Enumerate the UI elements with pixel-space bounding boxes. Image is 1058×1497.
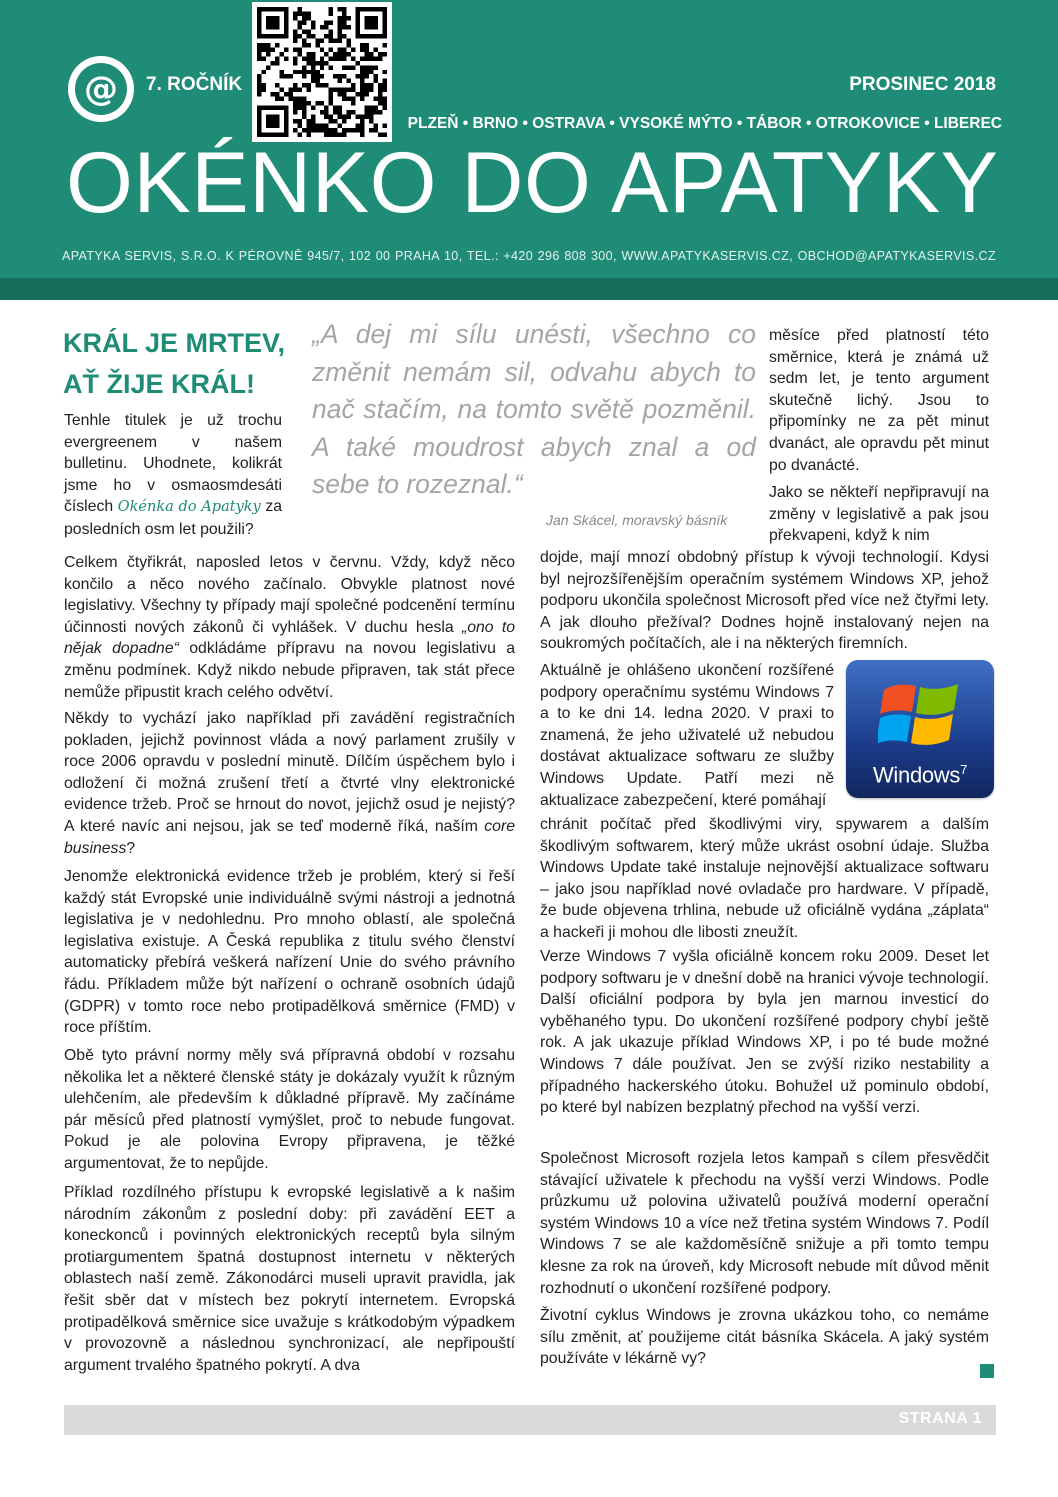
right-paragraph-6: Verze Windows 7 vyšla oficiálně koncem roku 2009. Deset let podpory softwaru je v dnešní době na hranici vývoje technologií. Další oficiální podpora by byla jen marnou investicí do vyběhaného typu. Do ukončení rozšířené podpory chybí ještě rok. A jak ukazuje příklad Windows XP, i po té bude možné Windows 7 dále používat. Jen se zvýší riziko nestability a případného hackerského útoku. Bohužel už pominulo období, po které byl nabízen bezplatný přechod na vyšší verzi. <box>540 948 989 1117</box>
city-list: PLZEŇ • BRNO • OSTRAVA • VYSOKÉ MÝTO • TÁBOR • OTROKOVICE • LIBEREC <box>407 115 1002 132</box>
left-paragraph-4: Obě tyto právní normy měly svá přípravná období v rozsahu několika let a některé členské státy je dokázaly využít k různým ulehčením, ale především k důkladné přípravě. My začínáme pár měsíců před platností vymýšlet, proč to nebude fungovat. Pokud je ale polovina Evropy připravena, je těžké argumentovat, že to nepůjde. <box>64 1047 515 1172</box>
newsletter-title: OKÉNKO DO APATYKY <box>66 135 999 231</box>
left-paragraph-3: Jenomže elektronická evidence tržeb je problém, který si řeší každý stát Evropské unie individuálně svými nástroji a jednotná legislativa je v nedohlednu. Pro mnoho oblastí, ale společná legislativa existuje. A Česká republika z titulu svého členství automaticky přebírá veškerá nařízení Unie do svého právního řádu. Příkladem může být nařízení o ochraně osobních údajů (GDPR) v tomto roce nebo protipadělková směrnice (FMD) v roce příštím. <box>64 868 515 1037</box>
apatyka-logo-icon: @ <box>68 56 134 122</box>
right-paragraph-5: chránit počítač před škodlivými viry, spywarem a dalším škodlivým softwarem, který může ukrást osobní údaje. Služba Windows Update také instaluje nejnovější aktualizace softwaru – jako jsou například nové ovladače pro hardware. V případě, že bude objevena trhlina, nebude už oficiálně vydána „záplata“ a hackeři ji mohou dle libosti zneužít. <box>540 816 989 941</box>
right-paragraph-3: dojde, mají mnozí obdobný přístup k vývoji technologií. Kdysi byl nejrozšířenějším operačním systémem Windows XP, jehož podporu ukončila společnost Microsoft před více než čtyřmi lety. A jak dlouho přežíval? Dodnes hojně instalovaný nejen na soukromých počítačích, ale i na některých firemních. <box>540 549 989 653</box>
windows-7-label: Windows$^7$ <box>872 762 968 788</box>
right-paragraph-7: Společnost Microsoft rozjela letos kampaň s cílem přesvědčit stávající uživatele k přechodu na vyšší verzi Windows. Podle průzkumu už polovina uživatelů používá moderní operační systém Windows 10 a více než třetina systém Windows 7. Podíl Windows 7 se ale každoměsíčně snižuje a při tomto tempu klesne za rok na úroveň, kdy Microsoft nebude mít důvod měnit rozhodnutí o ukončení rozšířené podpory. <box>540 1150 989 1297</box>
issue-date: PROSINEC 2018 <box>849 74 996 95</box>
footer-bar <box>64 1405 996 1435</box>
header-divider <box>0 278 1058 300</box>
right-paragraph-1: měsíce před platností této směrnice, která je známá už sedm let, je tento argument skutečně lichý. Jsou to připomínky ne za pět minut dvanáct, ale opravdu pět minut po dvanácté. <box>769 327 989 474</box>
right-paragraph-2: Jako se někteří nepřipravují na změny v legislativě a pak jsou překvapeni, když k nim <box>769 484 989 545</box>
lead-paragraph: Tenhle titulek je už trochu evergreenem v našem bulletinu. Uhodnete, kolikrát jsme ho v osmaosmdesáti číslech Okénka do Apatyky za posledních osm let použili? <box>64 412 282 538</box>
right-paragraph-4: Aktuálně je ohlášeno ukončení rozšířené podpory operačnímu systému Windows 7 a to ke dni 14. ledna 2020. V praxi to znamená, že jeho uživatelé už nebudou dostávat aktualizace softwaru ze služby Windows Update. Patří mezi ně aktualizace zabezpečení, které pomáhají <box>540 662 834 809</box>
page-number: STRANA 1 <box>898 1410 982 1427</box>
article-headline <box>63 323 303 405</box>
windows-7-logo-icon <box>846 660 994 798</box>
left-paragraph-5: Příklad rozdílného přístupu k evropské legislativě a k našim národním zákonům z poslední doby: při zavádění EET a koneckonců i povinných elektronických receptů byla silným protiargumentem špatná dostupnost internetu v některých oblastech naší země. Zákonodárci museli upravit pravidla, jak řešit sběr dat v místech bez pokrytí internetem. Evropská protipadělková směrnice sice uvažuje s krátkodobým výpadkem v provozovně a následnou synchronizací, ale nepřipouští argument trvalého špatného pokrytí. A dva <box>64 1184 515 1374</box>
qr-code-icon <box>252 2 392 142</box>
volume-label: 7. ROČNÍK <box>146 74 243 95</box>
headline-line-2: AŤ ŽIJE KRÁL! <box>63 369 255 399</box>
left-paragraph-2: Někdy to vychází jako například při zavádění registračních pokladen, jejichž povinnost vláda a nový parlament zrušily v roce 2006 opravdu v poslední minutě. Dílčím úspěchem bylo i odložení či možná zrušení třetí a čtvrté vlny elektronické evidence tržeb. Proč se hrnout do novot, jejichž osud je nejistý? A které navíc ani nejsou, jak se teď moderně říká, naším core business? <box>64 710 515 857</box>
quote-author: Jan Skácel, moravský básník <box>546 512 728 528</box>
headline-line-1: KRÁL JE MRTEV, <box>63 328 286 358</box>
brand-name: Okénka do Apatyky <box>117 499 261 516</box>
right-paragraph-8: Životní cyklus Windows je zrovna ukázkou toho, co nemáme sílu změnit, ať použijeme citát básníka Skácela. A jaký systém používáte v lékárně vy? <box>540 1307 989 1368</box>
company-contact: APATYKA SERVIS, S.R.O. K PÉROVNĚ 945/7, 102 00 PRAHA 10, TEL.: +420 296 808 300, WWW.APATYKASERVIS.CZ, OBCHOD@APATYKASERVIS.CZ <box>62 249 996 263</box>
masthead-banner <box>0 0 1058 278</box>
pull-quote: „A dej mi sílu unésti, všechno co změnit nemám sil, odvahu abych to nač stačím, na tomto světě pozměnil. A také moudrost abych znal a od sebe to rozeznal.“ <box>312 319 756 499</box>
article-end-mark <box>980 1364 994 1378</box>
left-paragraph-1: Celkem čtyřikrát, naposled letos v červnu. Vždy, když něco končilo a něco nového začínalo. Obvykle platnost nové legislativy. Všechny ty případy mají společné podcenění termínu účinnosti nových zákonů či vyhlášek. V duchu hesla „ono to nějak dopadne“ odkládáme přípravu na novou legislativu a změnu podmínek. Když nikdo nebude připraven, tak stát přece nemůže připustit krach celého odvětví. <box>64 554 516 701</box>
